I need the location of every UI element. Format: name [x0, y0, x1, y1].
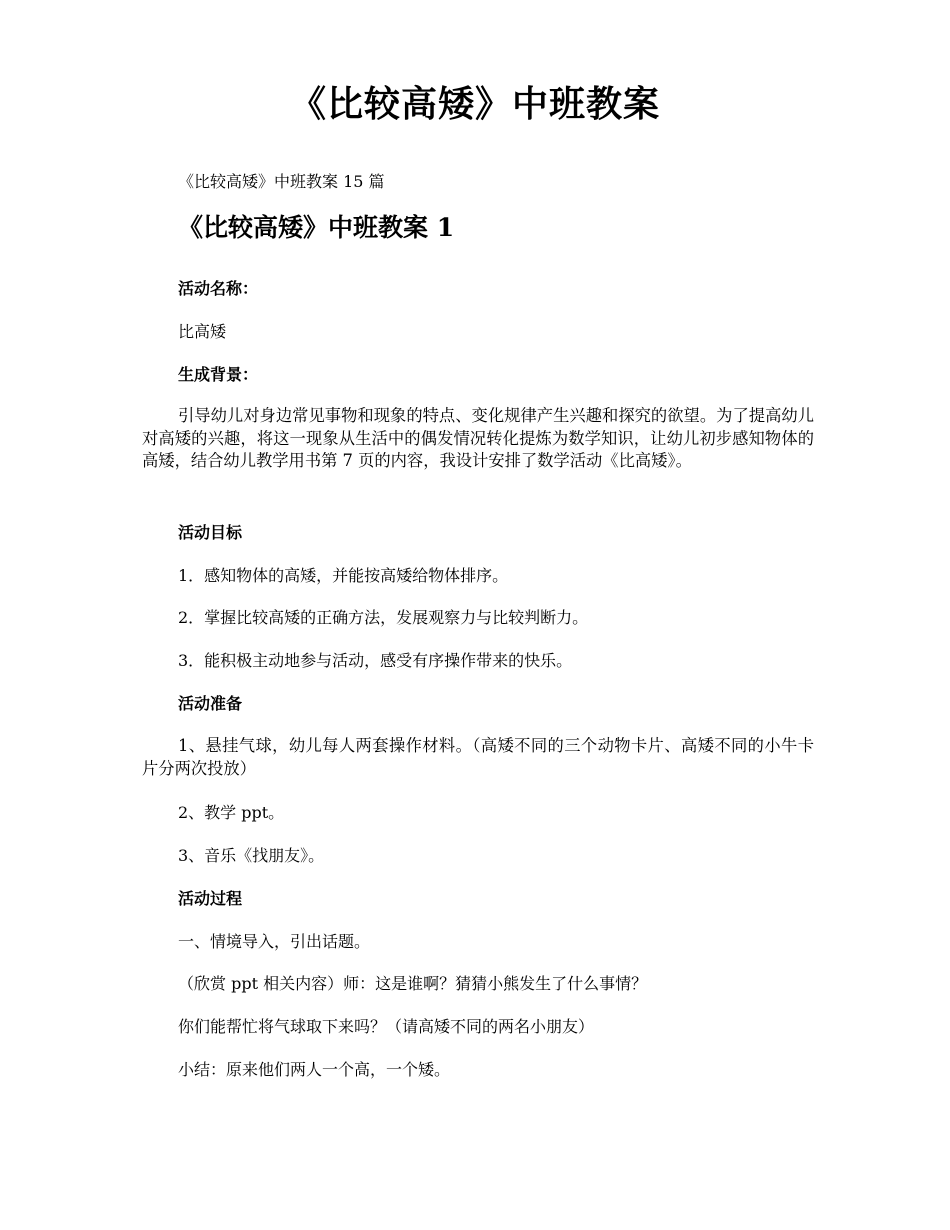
process-label: 活动过程 [178, 889, 243, 908]
prep-label: 活动准备 [178, 694, 243, 713]
background-paragraph: 引导幼儿对身边常见事物和现象的特点、变化规律产生兴趣和探究的欲望。为了提高幼儿对高矮的兴趣，将这一现象从生活中的偶发情况转化提炼为数学知识，让幼儿初步感知物体的高矮，结合幼儿教学用书第 7 页的内容，我设计安排了数学活动《比高矮》。 [142, 406, 814, 470]
prep-item: 3、音乐《找朋友》。 [178, 846, 325, 865]
section-title: 《比较高矮》中班教案 1 [178, 213, 455, 242]
activity-name: 比高矮 [178, 322, 227, 341]
activity-name-label: 活动名称： [178, 279, 259, 298]
document-subtitle: 《比较高矮》中班教案 15 篇 [178, 172, 385, 191]
prep-item: 2、教学 ppt。 [178, 803, 285, 822]
background-label: 生成背景： [178, 365, 259, 384]
prep-item: 1、悬挂气球，幼儿每人两套操作材料。（高矮不同的三个动物卡片、高矮不同的小牛卡片分两次投放） [142, 736, 814, 778]
goals-label: 活动目标 [178, 523, 243, 542]
process-item: 你们能帮忙将气球取下来吗？（请高矮不同的两名小朋友） [178, 1017, 595, 1036]
process-item: 一、情境导入，引出话题。 [178, 932, 371, 951]
goal-item: 2．掌握比较高矮的正确方法，发展观察力与比较判断力。 [178, 608, 589, 627]
process-item: （欣赏 ppt 相关内容）师：这是谁啊？猜猜小熊发生了什么事情？ [178, 974, 648, 993]
document-title: 《比较高矮》中班教案 [289, 83, 660, 125]
process-item: 小结：原来他们两人一个高，一个矮。 [178, 1060, 451, 1079]
goal-item: 1．感知物体的高矮，并能按高矮给物体排序。 [178, 566, 509, 585]
goal-item: 3．能积极主动地参与活动，感受有序操作带来的快乐。 [178, 651, 573, 670]
